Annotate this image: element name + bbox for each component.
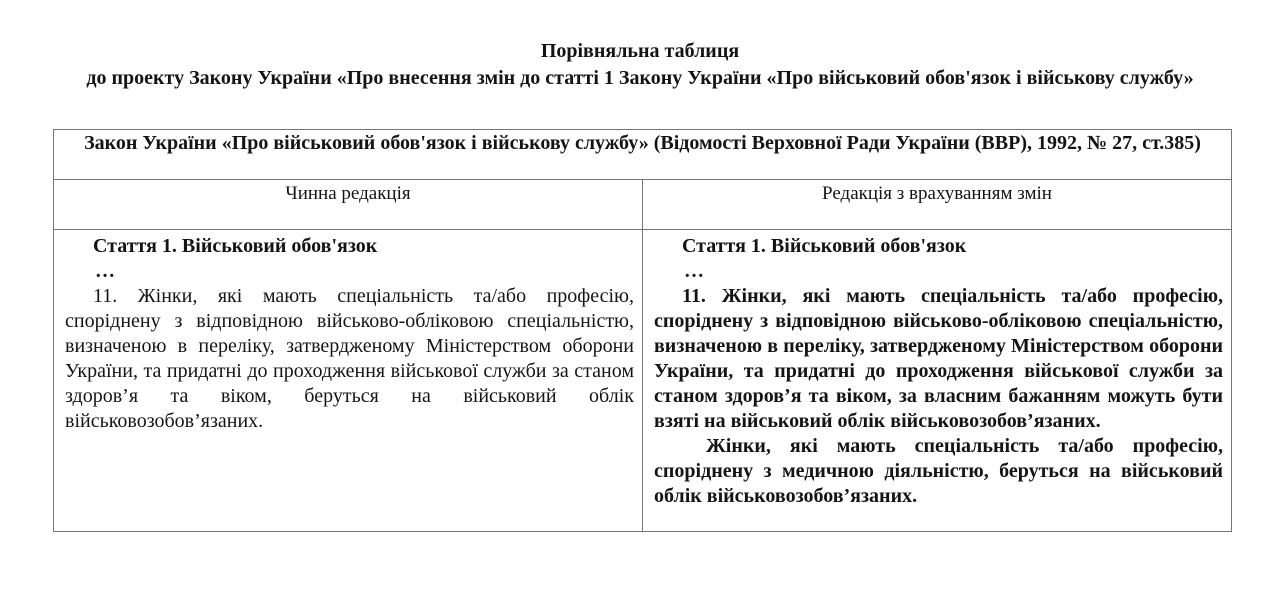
comparison-table bbox=[53, 129, 1232, 532]
document-title: Порівняльна таблиця bbox=[540, 40, 740, 62]
current-paragraph: 11. Жінки, які мають спеціальність та/або професію, споріднену з відповідною військово-обліковою спеціальністю, визначеною в переліку, затвердженому Міністерством оборони України, та придатні до проходження військової служби за станом здоров’я та віком, беруться на військовий облік військовозобов’язаних. bbox=[65, 285, 634, 432]
amended-ellipsis: … bbox=[684, 260, 705, 282]
table-body-row bbox=[54, 230, 1232, 532]
cell-current-edition bbox=[54, 230, 643, 532]
column-header-amended-edition: Редакція з врахуванням змін bbox=[643, 180, 1232, 230]
table-caption: Закон України «Про військовий обов'язок і військову службу» (Відомості Верховної Ради України (ВВР), 1992, № 27, ст.385) bbox=[54, 130, 1232, 180]
amended-article-heading: Стаття 1. Військовий обов'язок bbox=[682, 235, 967, 257]
column-header-current-edition: Чинна редакція bbox=[54, 180, 643, 230]
current-ellipsis: … bbox=[95, 260, 116, 282]
amended-paragraph-2: Жінки, які мають спеціальність та/або професію, споріднену з медичною діяльністю, беруться на військовий облік військовозобов’язаних. bbox=[654, 435, 1223, 507]
cell-amended-edition bbox=[643, 230, 1232, 532]
amended-paragraph-1: 11. Жінки, які мають спеціальність та/або професію, споріднену з відповідною військово-обліковою спеціальністю, визначеною в переліку, затвердженому Міністерством оборони України, та придатні до проходження військової служби за станом здоров’я та віком, за власним бажанням можуть бути взяті на військовий облік військовозобов’язаних. bbox=[654, 285, 1223, 432]
table-header-row bbox=[54, 180, 1232, 230]
document-title-block bbox=[54, 0, 1226, 92]
current-article-heading: Стаття 1. Військовий обов'язок bbox=[93, 235, 378, 257]
table-caption-row bbox=[54, 130, 1232, 180]
document-subtitle: до проекту Закону України «Про внесення змін до статті 1 Закону України «Про військовий обов'язок і військову службу» bbox=[86, 67, 1194, 89]
